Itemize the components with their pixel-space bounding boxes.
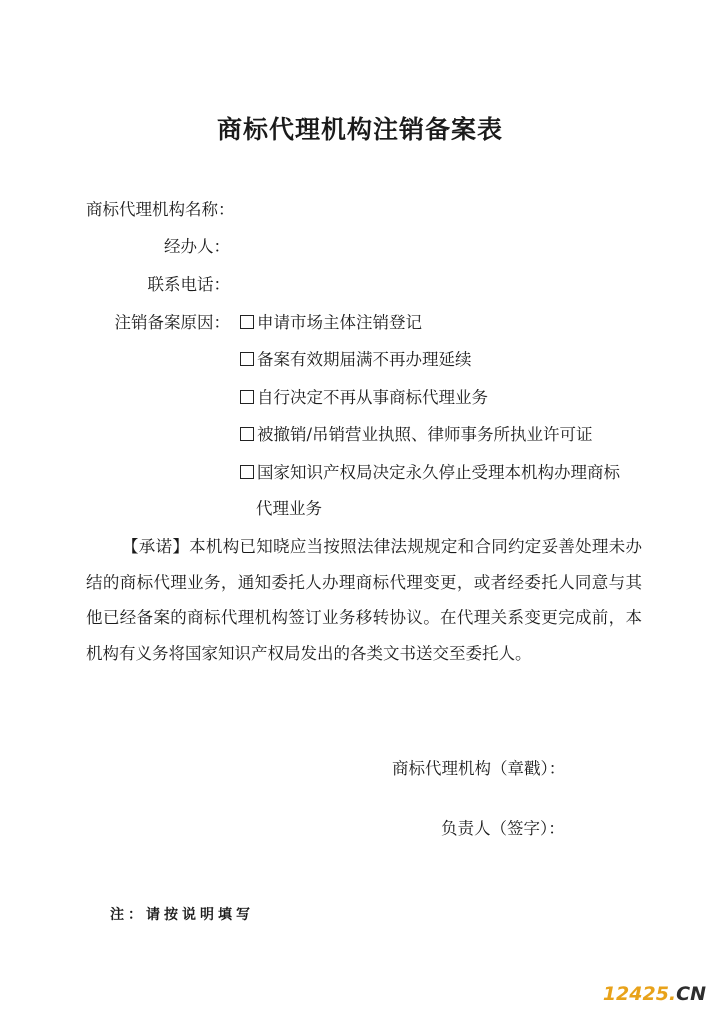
footnote: 注：请按说明填写 bbox=[110, 907, 254, 923]
reason-option-label: 被撤销/吊销营业执照、律师事务所执业许可证 bbox=[257, 425, 593, 444]
agency-name-label: 商标代理机构名称： bbox=[86, 200, 235, 219]
checkbox-icon[interactable] bbox=[240, 427, 254, 441]
reason-option-label: 自行决定不再从事商标代理业务 bbox=[257, 388, 488, 407]
reason-option-label: 国家知识产权局决定永久停止受理本机构办理商标 bbox=[257, 463, 620, 482]
pledge-paragraph: 【承诺】本机构已知晓应当按照法律法规规定和合同约定妥善处理未办结的商标代理业务，通知委托人办理商标代理变更，或者经委托人同意与其他已经备案的商标代理机构签订业务移转协议。在代理关系变更完成前，本机构有义务将国家知识产权局发出的各类文书送交至委托人。 bbox=[86, 537, 642, 663]
checkbox-icon[interactable] bbox=[240, 352, 254, 366]
watermark-suffix: CN bbox=[676, 983, 706, 1005]
reason-label: 注销备案原因： bbox=[114, 313, 230, 332]
reason-option-2[interactable] bbox=[240, 346, 472, 370]
reason-option-label: 备案有效期届满不再办理延续 bbox=[257, 350, 472, 369]
agency-seal-label: 商标代理机构（章戳）： bbox=[392, 759, 566, 778]
watermark-number: 12425 bbox=[602, 983, 669, 1005]
reason-option-3[interactable] bbox=[240, 384, 488, 408]
watermark-dot: . bbox=[668, 983, 677, 1005]
handler-label: 经办人： bbox=[164, 237, 230, 256]
principal-sign-label: 负责人（签字）： bbox=[441, 819, 565, 838]
reason-option-1[interactable] bbox=[240, 309, 422, 333]
checkbox-icon[interactable] bbox=[240, 465, 254, 479]
reason-option-5-continued: 代理业务 bbox=[256, 499, 322, 518]
phone-label: 联系电话： bbox=[147, 275, 230, 294]
reason-option-label: 申请市场主体注销登记 bbox=[257, 313, 422, 332]
checkbox-icon[interactable] bbox=[240, 315, 254, 329]
reason-option-5[interactable] bbox=[240, 459, 620, 483]
checkbox-icon[interactable] bbox=[240, 390, 254, 404]
reason-option-4[interactable] bbox=[240, 421, 593, 445]
site-watermark bbox=[603, 983, 706, 1005]
document-title: 商标代理机构注销备案表 bbox=[216, 115, 503, 144]
